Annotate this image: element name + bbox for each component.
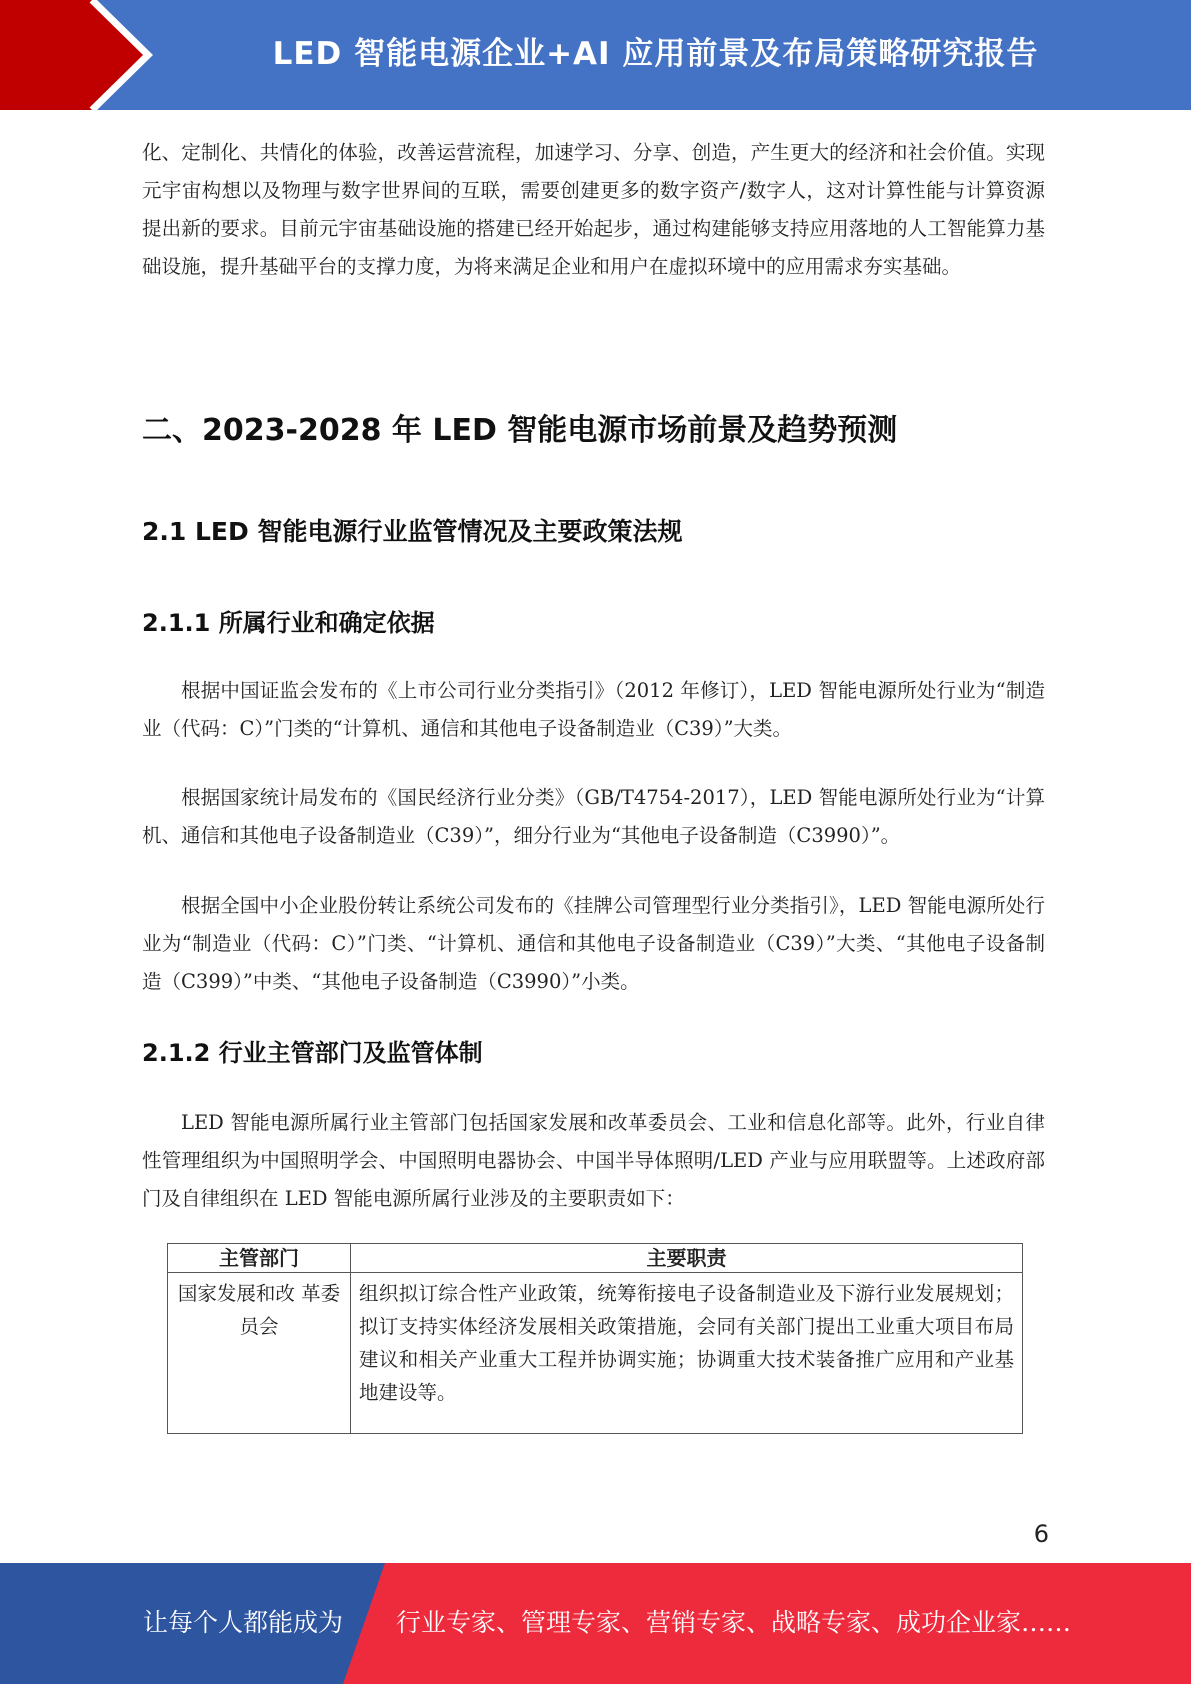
section-title: 二、2023-2028 年 LED 智能电源市场前景及趋势预测 [142,413,898,448]
paragraph-text: LED 智能电源所属行业主管部门包括国家发展和改革委员会、工业和信息化部等。此外，行业自律性管理组织为中国照明学会、中国照明电器协会、中国半导体照明/LED 产业与应用联盟等。上述政府部门及自律组织在 LED 智能电源所属行业涉及的主要职责如下： [142,1111,1045,1210]
sub2-title: 2.1.2 行业主管部门及监管体制 [142,1039,483,1067]
page-number: 6 [1033,1520,1049,1548]
table-cell-dept: 国家发展和改 革委员会 [168,1273,351,1434]
sub1-paragraph-1 [142,672,1045,748]
sub1-paragraph-3 [142,887,1045,1001]
sub1-paragraph-2 [142,779,1045,855]
intro-section [142,134,1045,286]
footer-slogan-right: 行业专家、管理专家、营销专家、战略专家、成功企业家…… [396,1608,1072,1637]
intro-paragraph: 化、定制化、共情化的体验，改善运营流程，加速学习、分享、创造，产生更大的经济和社会价值。实现元宇宙构想以及物理与数字世界间的互联，需要创建更多的数字资产/数字人，这对计算性能与计算资源提出新的要求。目前元宇宙基础设施的搭建已经开始起步，通过构建能够支持应用落地的人工智能算力基础设施，提升基础平台的支撑力度，为将来满足企业和用户在虚拟环境中的应用需求夯实基础。 [142,141,1045,278]
paragraph-text: 根据中国证监会发布的《上市公司行业分类指引》（2012 年修订），LED 智能电源所处行业为“制造业（代码：C）”门类的“计算机、通信和其他电子设备制造业（C39）”大类。 [142,679,1045,740]
sub1-title: 2.1.1 所属行业和确定依据 [142,609,435,637]
sub2-paragraph [142,1104,1045,1218]
table-row [168,1273,1023,1434]
footer-slogan-left: 让每个人都能成为 [143,1608,344,1637]
header-arrow-shape [0,0,160,110]
table-header-row [168,1244,1023,1273]
table-cell-duty: 组织拟订综合性产业政策，统筹衔接电子设备制造业及下游行业发展规划；拟订支持实体经济发展相关政策措施，会同有关部门提出工业重大项目布局建议和相关产业重大工程并协调实施；协调重大技术装备推广应用和产业基地建设等。 [351,1273,1023,1434]
paragraph-text: 根据国家统计局发布的《国民经济行业分类》（GB/T4754-2017），LED 智能电源所处行业为“计算机、通信和其他电子设备制造业（C39）”，细分行业为“其他电子设备制造（C3990）”。 [142,786,1045,847]
report-title: LED 智能电源企业+AI 应用前景及布局策略研究报告 [272,35,1039,72]
page-footer [0,1563,1191,1684]
table-header-duty: 主要职责 [351,1244,1023,1273]
subsection-title: 2.1 LED 智能电源行业监管情况及主要政策法规 [142,517,683,546]
paragraph-text: 根据全国中小企业股份转让系统公司发布的《挂牌公司管理型行业分类指引》，LED 智能电源所处行业为“制造业（代码：C）”门类、“计算机、通信和其他电子设备制造业（C39）”大类、“其他电子设备制造（C399）”中类、“其他电子设备制造（C3990）”小类。 [142,894,1045,993]
duty-table [167,1243,1023,1434]
table-header-dept: 主管部门 [168,1244,351,1273]
page-header [0,0,1191,110]
